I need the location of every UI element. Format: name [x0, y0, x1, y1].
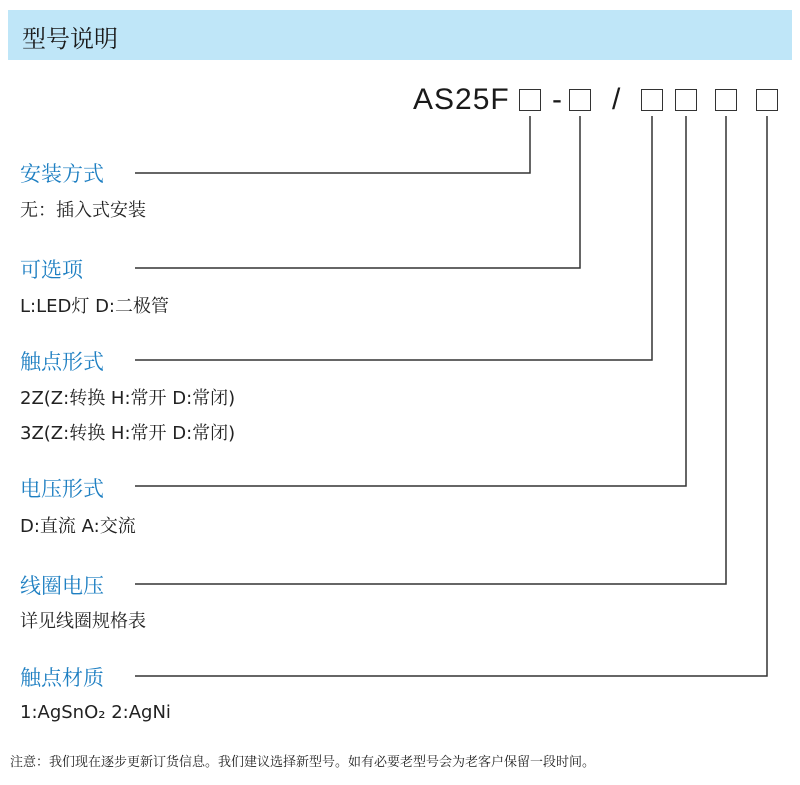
heading-coil-voltage: 线圈电压: [20, 574, 104, 598]
desc-voltage-form: D:直流 A:交流: [20, 516, 136, 537]
connector-option: [135, 116, 580, 268]
desc-contact-form-3z: 3Z(Z:转换 H:常开 D:常闭): [20, 423, 236, 444]
model-code: AS25F: [413, 83, 510, 116]
desc-contact-material: 1:AgSnO₂ 2:AgNi: [20, 702, 171, 723]
connector-mounting: [135, 116, 530, 173]
heading-contact-form: 触点形式: [20, 350, 104, 374]
heading-option: 可选项: [20, 258, 83, 282]
heading-voltage-form: 电压形式: [20, 477, 104, 501]
heading-mounting: 安装方式: [20, 162, 104, 186]
desc-coil-voltage: 详见线圈规格表: [20, 611, 146, 632]
page-title: 型号说明: [22, 25, 118, 53]
desc-mounting: 无：插入式安装: [20, 200, 146, 221]
desc-contact-form-2z: 2Z(Z:转换 H:常开 D:常闭): [20, 388, 236, 409]
footnote: 注意：我们现在逐步更新订货信息。我们建议选择新型号。如有必要老型号会为老客户保留一段时间。: [10, 755, 596, 770]
heading-contact-material: 触点材质: [20, 666, 104, 690]
model-dash: -: [552, 83, 562, 116]
desc-option: L:LED灯 D:二极管: [20, 296, 170, 317]
model-slash: /: [612, 83, 621, 116]
connector-coil-voltage: [135, 116, 726, 584]
connector-contact-form: [135, 116, 652, 360]
